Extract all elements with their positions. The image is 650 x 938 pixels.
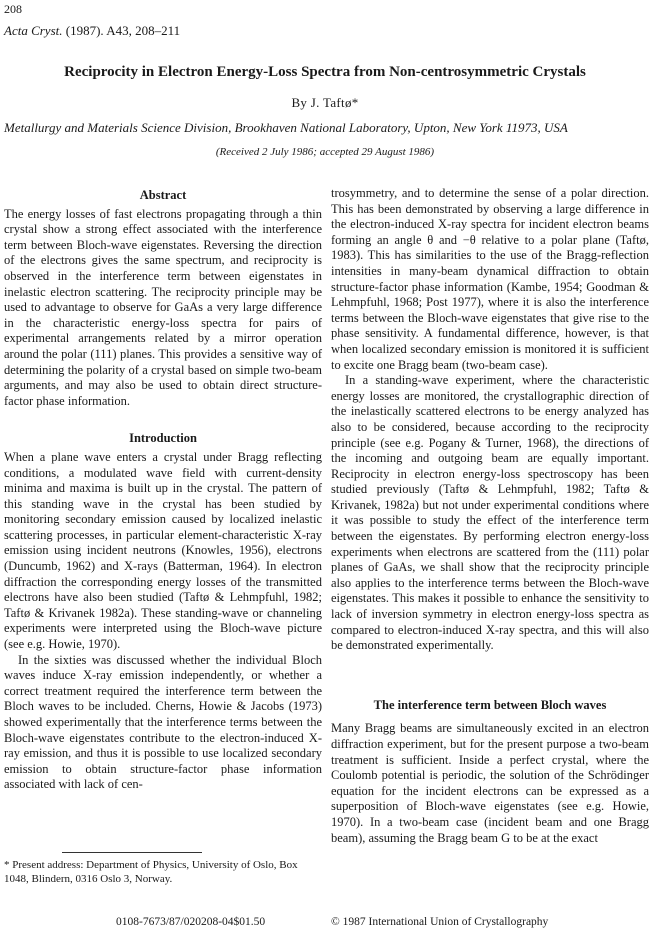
author-byline: By J. Taftø* [291, 95, 359, 110]
introduction-heading: Introduction [129, 431, 197, 446]
left-column [4, 188, 322, 793]
article-code: 0108-7673/87/020208-04$01.50 [116, 916, 266, 928]
journal-name: Acta Cryst. [4, 23, 63, 38]
copyright-notice: © 1987 International Union of Crystallography [331, 916, 549, 928]
right-paragraph-2: In a standing-wave experiment, where the characteristic energy losses are monitored, the crystallographic direction of the inelastically scattered electrons to be energy analyzed has also to be considered, because according to the reciprocity principle (see e.g. Pogany & Turner, 1968), the directions of the incoming and outgoing beam are equally important. Reciprocity in electron energy-loss spectroscopy has been studied previously (Taftø & Lehmpfuhl, 1982; Taftø & Krivanek, 1982a) but not under experimental conditions where it was possible to study the effect of the interference term between the eigenstates. By performing electron energy-loss experiments when electrons are scattered from the (111) polar planes of GaAs, we shall show that the reciprocity principle also applies to the interference terms between the Bloch-wave eigenstates. This makes it possible to enhance the sensitivity to lack of inversion symmetry in electron energy-loss spectra as compared to electron-induced X-ray spectra, and this will also be demonstrated experimentally. [331, 373, 649, 653]
journal-citation [4, 23, 180, 39]
right-paragraph-1: trosymmetry, and to determine the sense of a polar direction. This has been demonstrated by observing a large difference in the electron-induced X-ray spectra for incident electron beams forming an angle θ and −θ relative to a polar plane (Taftø, 1983). This has similarities to the use of the Bragg-reflection intensities in many-beam dynamical diffraction to obtain structure-factor phase information (Kambe, 1954; Goodman & Lehmpfuhl, 1968; Post 1977), where it is also the interference terms between the Bloch-wave eigenstates that give rise to the phase sensitivity. A fundamental difference, however, is that when localized secondary emission is monitored it is sufficient to excite one Bragg beam (two-beam case). [331, 186, 649, 372]
author-affiliation: Metallurgy and Materials Science Division, Brookhaven National Laboratory, Upton, New York 11973, USA [4, 120, 568, 135]
abstract-heading: Abstract [139, 188, 187, 202]
abstract-text: The energy losses of fast electrons propagating through a thin crystal show a strong effect associated with the interference term between Bloch-wave eigenstates. Reversing the direction of the electrons gives the same spectrum, and reciprocity is observed in the interference term between eigenstates in inelastic electron scattering. The reciprocity principle may be used to advantage to observe for GaAs a very large difference in the characteristic energy-loss spectra for pairs of experimental arrangements related by a mirror operation around the polar (111) planes. This provides a sensitive way of determining the polarity of a crystal based on simple two-beam arguments, and may also be used to obtain direct structure-factor phase information. [4, 206, 322, 408]
footnote-rule [62, 852, 202, 853]
section-heading-interference: The interference term between Bloch waves [373, 697, 607, 712]
journal-volume: (1987). A43, 208–211 [62, 23, 181, 38]
right-paragraph-3: Many Bragg beams are simultaneously excited in an electron diffraction experiment, but for the present purpose a two-beam treatment is sufficient. Inside a perfect crystal, where the Coulomb potential is periodic, the solution of the Schrödinger equation for the incident electrons can be expressed as a superposition of Bloch-wave eigenstates (see e.g. Howie, 1970). In a two-beam case (incident beam and one Bragg beam), assuming the Bragg beam G to be at the exact [331, 721, 649, 845]
right-column [331, 186, 649, 846]
introduction-paragraph-1: When a plane wave enters a crystal under Bragg reflecting conditions, a modulated wave field with current-density minima and maxima is built up in the crystal. The pattern of this standing wave in the crystal has been studied by monitoring secondary emission caused by localized inelastic scattering processes, in particular element-characteristic X-ray emission using incident neutrons (Knowles, 1956), electrons (Duncumb, 1962) and X-rays (Batterman, 1964). In electron diffraction the corresponding energy losses of the transmitted electrons have also been studied (Taftø & Lehmpfuhl, 1982; Taftø & Krivanek 1982a). These standing-wave or channeling experiments were interpreted using the Bloch-wave picture (see e.g. Howie, 1970). [4, 449, 322, 652]
introduction-paragraph-2: In the sixties was discussed whether the individual Bloch waves induce X-ray emission independently, or whether a correct treatment required the interference term between the Bloch waves to be included. Cherns, Howie & Jacobs (1973) showed experimentally that the interference terms between the Bloch-wave eigenstates contribute to the electron-induced X-ray emission, and thus it is possible to use localized secondary emission to obtain structure-factor phase information associated with lack of cen- [4, 652, 322, 792]
received-dates: (Received 2 July 1986; accepted 29 August 1986) [215, 146, 435, 158]
footnote: * Present address: Department of Physics, University of Oslo, Box 1048, Blindern, 0316 Oslo 3, Norway. [4, 859, 298, 885]
page-number: 208 [4, 2, 22, 16]
paper-title: Reciprocity in Electron Energy-Loss Spectra from Non-centrosymmetric Crystals [64, 64, 586, 80]
